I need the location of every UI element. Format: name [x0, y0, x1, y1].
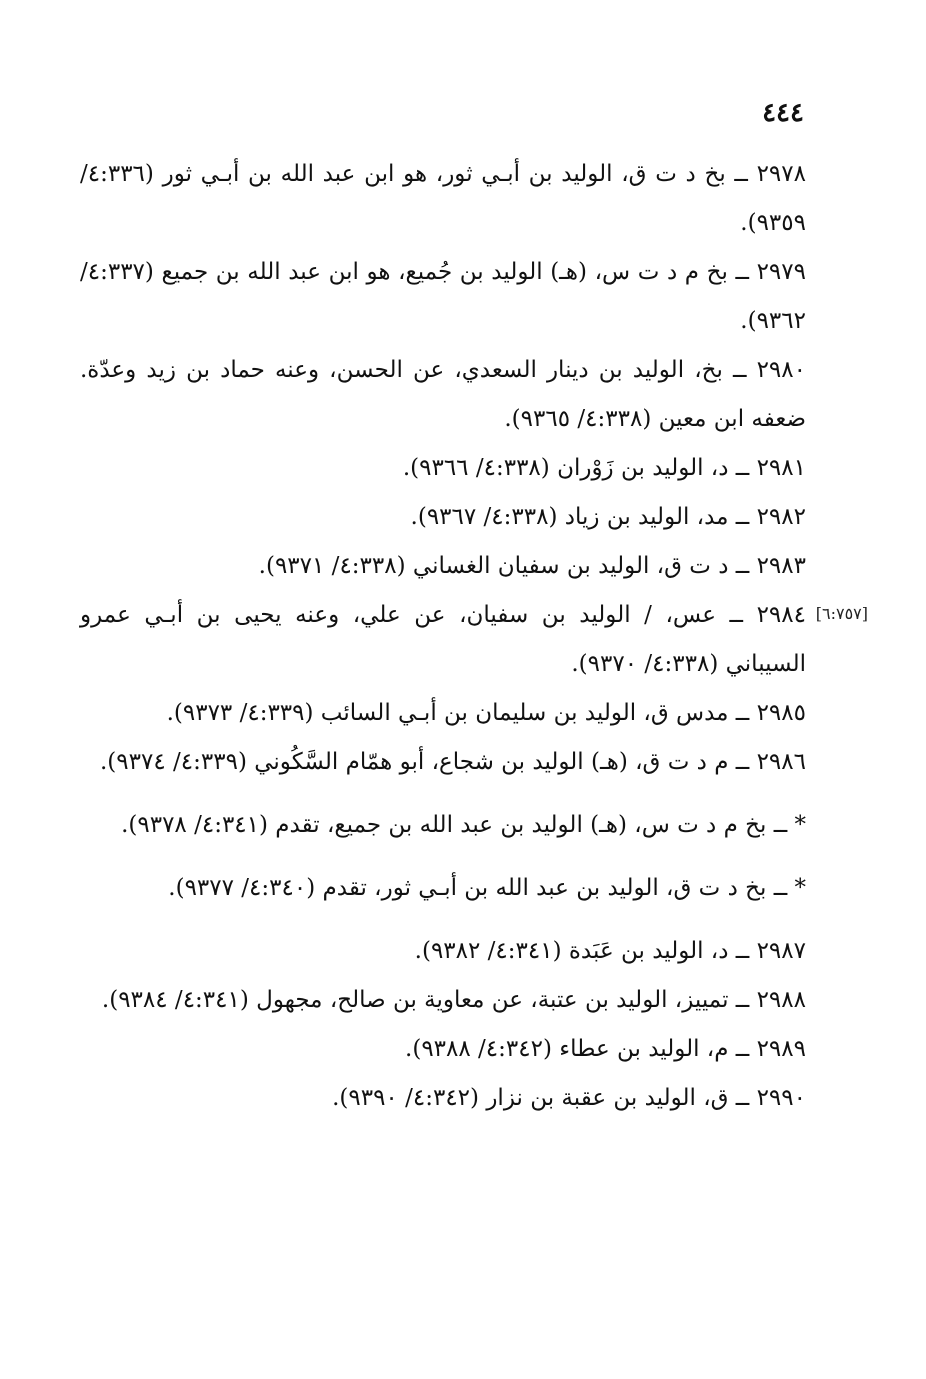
entry-2979: ٢٩٧٩ ــ بخ م د ت س، (هـ) الوليد بن جُميع، هو ابن عبد الله بن جميع (٤:٣٣٧/ ٩٣٦٢).	[80, 259, 806, 334]
page-number: ٤٤٤	[762, 98, 804, 128]
entry-2990: ٢٩٩٠ ــ ق، الوليد بن عقبة بن نزار (٤:٣٤٢/ ٩٣٩٠).	[332, 1085, 806, 1111]
entry-2980: ٢٩٨٠ ــ بخ، الوليد بن دينار السعدي، عن الحسن، وعنه حماد بن زيد وعدّة. ضعفه ابن معين (٤:٣٣٨/ ٩٣٦٥).	[80, 357, 806, 432]
entry-2983: ٢٩٨٣ ــ د ت ق، الوليد بن سفيان الغساني (٤:٣٣٨/ ٩٣٧١).	[258, 553, 806, 579]
entry-2981: ٢٩٨١ ــ د، الوليد بن زَوْران (٤:٣٣٨/ ٩٣٦٦).	[402, 455, 806, 481]
entry-2988: ٢٩٨٨ ــ تمييز، الوليد بن عتبة، عن معاوية بن صالح، مجهول (٤:٣٤١/ ٩٣٨٤).	[101, 987, 806, 1013]
entry-2987: ٢٩٨٧ ــ د، الوليد بن عَبَدة (٤:٣٤١/ ٩٣٨٢).	[414, 938, 806, 964]
entry-2985: ٢٩٨٥ ــ مدس ق، الوليد بن سليمان بن أبـي السائب (٤:٣٣٩/ ٩٣٧٣).	[166, 700, 806, 726]
entry-starred-1: * ــ بخ م د ت س، (هـ) الوليد بن عبد الله بن جميع، تقدم (٤:٣٤١/ ٩٣٧٨).	[121, 812, 806, 838]
margin-reference: [٦:٧٥٧]	[815, 604, 868, 623]
entry-2984: ٢٩٨٤ ــ عس، / الوليد بن سفيان، عن علي، وعنه يحيى بن أبـي عمرو السيباني (٤:٣٣٨/ ٩٣٧٠).	[80, 602, 806, 677]
entry-2989: ٢٩٨٩ ــ م، الوليد بن عطاء (٤:٣٤٢/ ٩٣٨٨).	[405, 1036, 806, 1062]
entry-2982: ٢٩٨٢ ــ مد، الوليد بن زياد (٤:٣٣٨/ ٩٣٦٧).	[410, 504, 806, 530]
entry-2978: ٢٩٧٨ ــ بخ د ت ق، الوليد بن أبـي ثور، هو ابن عبد الله بن أبـي ثور (٤:٣٣٦/ ٩٣٥٩).	[80, 161, 806, 236]
entry-2986: ٢٩٨٦ ــ م د ت ق، (هـ) الوليد بن شجاع، أبو همّام السَّكُوني (٤:٣٣٩/ ٩٣٧٤).	[100, 749, 806, 775]
entries-list	[80, 150, 806, 1123]
entry-starred-2: * ــ بخ د ت ق، الوليد بن عبد الله بن أبـي ثور، تقدم (٤:٣٤٠/ ٩٣٧٧).	[168, 875, 806, 901]
